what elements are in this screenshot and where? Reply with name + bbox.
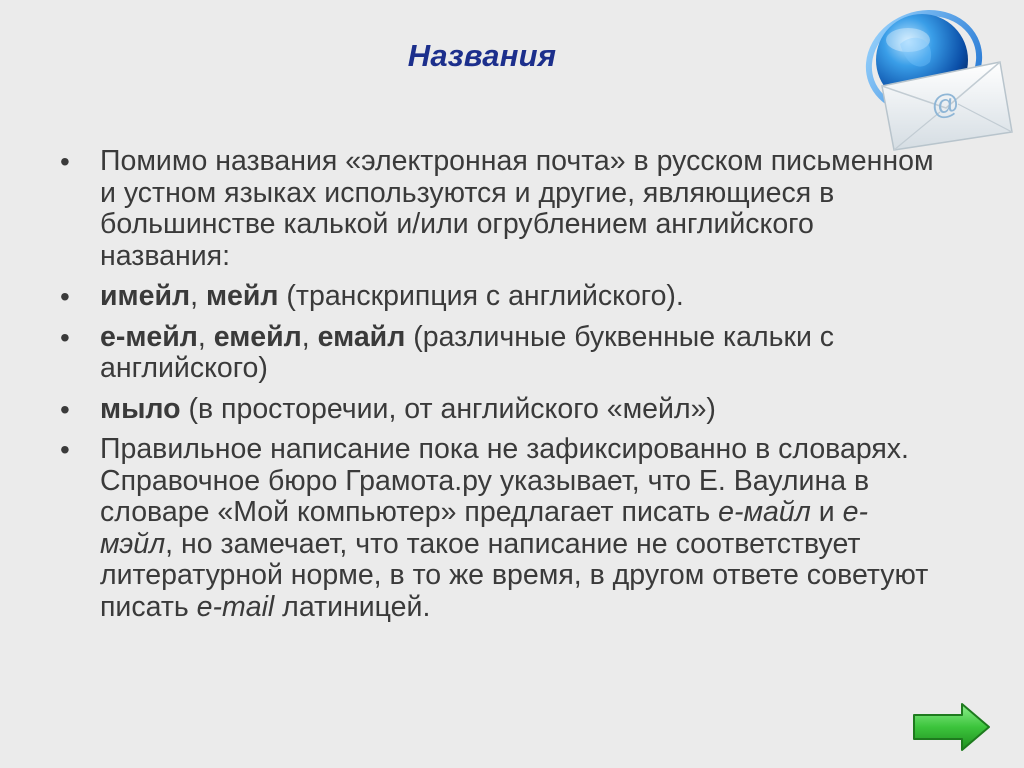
bullet-text: латиницей. [274,590,431,623]
separator: , [190,280,206,312]
globe-email-envelope-icon [860,4,1020,152]
bullet-marker: • [60,393,70,425]
separator: , [301,320,318,353]
bullet-text: (транскрипция с английского). [278,280,684,312]
at-symbol: @ [928,86,963,123]
bullet-marker: • [60,146,70,177]
term-meil: мейл [205,280,279,312]
bullet-list [60,146,940,632]
bullet-item-mylo [60,394,940,426]
bullet-text: Правильное написание пока не зафиксированно в словарях. Справочное бюро Грамота.ру указывает, что Е. Ваулина в словаре «Мой компьютер» предлагает писать [100,433,909,528]
bullet-text: (различные буквенные кальки с английского) [100,320,835,384]
bullet-marker: • [60,321,70,353]
spelling-e-mail-latin: e-mail [196,590,275,623]
bullet-text: и [810,496,843,528]
bullet-text: Помимо названия «электронная почта» в русском письменном и устном языках используются и другие, являющиеся в большинстве калькой и/или огрублением английского названия: [100,145,934,272]
term-mylo: мыло [100,392,181,425]
bullet-item-imeil [60,281,940,313]
slide-title-text: Названия [407,38,557,73]
separator: , [197,320,214,353]
bullet-item-spelling [60,434,940,623]
bullet-marker: • [60,434,70,465]
term-e-meil: е-мейл [100,320,198,353]
bullet-item-e-meil [60,322,940,385]
term-emeil: емейл [213,320,302,353]
next-arrow-icon[interactable] [910,701,992,753]
spelling-e-meil-cyr: е-мэйл [100,496,868,560]
bullet-marker: • [60,281,70,312]
bullet-text: , но замечает, что такое написание не соответствует литературной норме, в то же время, в другом ответе советуют писать [100,527,929,623]
bullet-item-alt-names [60,146,940,272]
spelling-e-mail-cyr: е-майл [718,496,811,528]
bullet-text: (в просторечии, от английского «мейл») [180,392,716,425]
term-imeil: имейл [100,280,191,312]
term-email: емайл [317,320,406,353]
